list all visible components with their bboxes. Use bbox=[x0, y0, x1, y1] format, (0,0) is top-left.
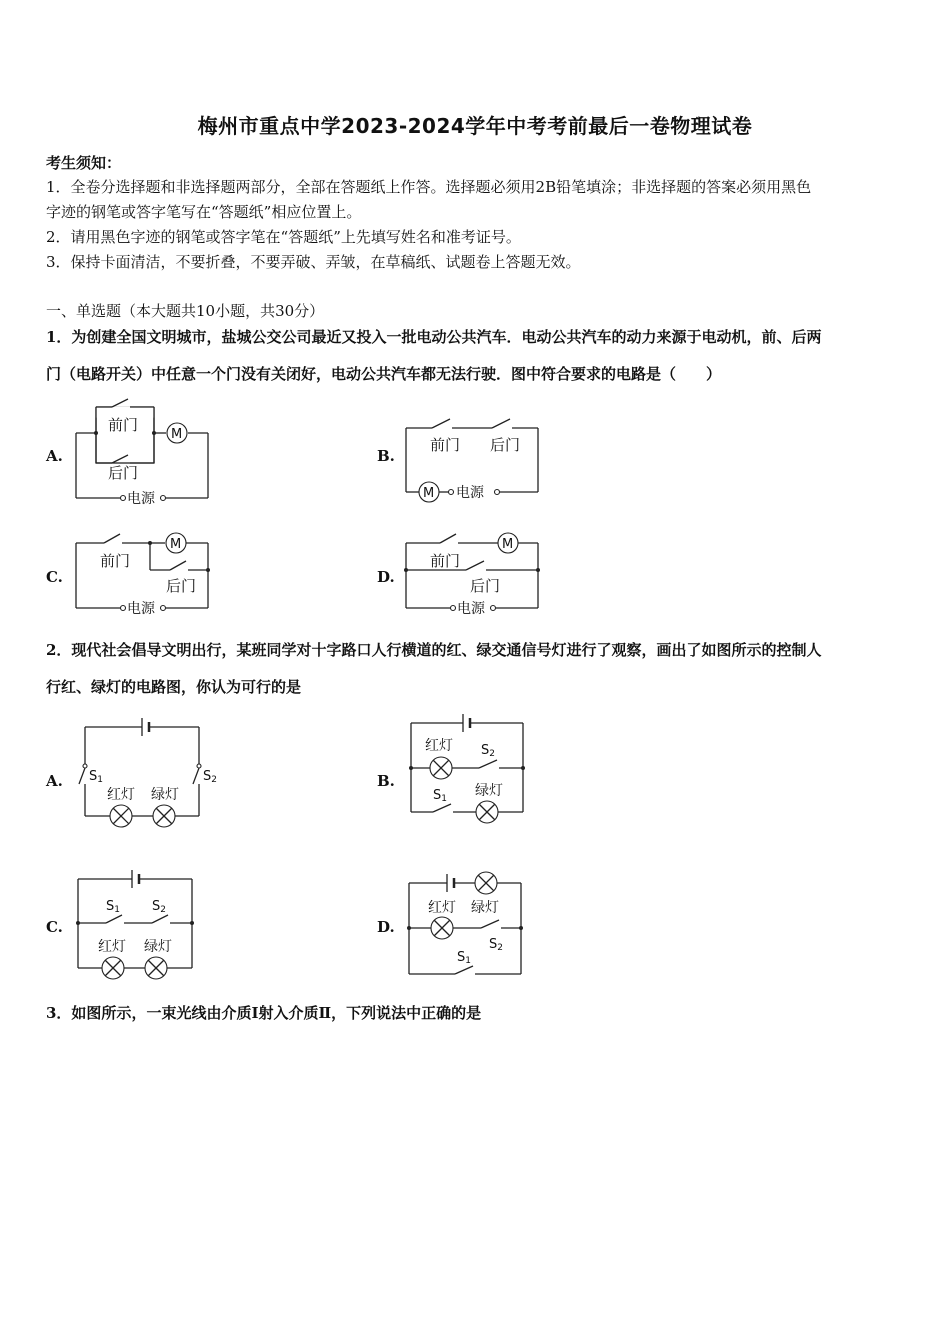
q2-circuit-d[interactable] bbox=[403, 868, 543, 988]
s2-label: S2 bbox=[152, 899, 166, 915]
red-lamp-label: 红灯 bbox=[107, 787, 135, 803]
power-terminal bbox=[121, 606, 126, 611]
notice-item-3: 3．保持卡面清洁，不要折叠，不要弄破、弄皱，在草稿纸、试题卷上答题无效。 bbox=[46, 253, 581, 271]
green-lamp-label: 绿灯 bbox=[144, 939, 172, 955]
q1-circuit-a[interactable] bbox=[70, 395, 220, 510]
notice-item-1-cont: 字迹的钢笔或答字笔写在“答题纸”相应位置上。 bbox=[46, 203, 362, 221]
power-terminal bbox=[449, 490, 454, 495]
q1-circuit-b[interactable] bbox=[400, 410, 550, 505]
red-lamp-label: 红灯 bbox=[428, 900, 456, 916]
page-title: 梅州市重点中学2023-2024学年中考考前最后一卷物理试卷 bbox=[197, 114, 753, 138]
switch-blade-front bbox=[104, 534, 120, 543]
green-lamp-label: 绿灯 bbox=[151, 787, 179, 803]
power-terminal bbox=[491, 606, 496, 611]
q2-option-d-label[interactable]: D. bbox=[377, 918, 395, 936]
green-lamp-label: 绿灯 bbox=[471, 900, 499, 916]
q1-circuit-d[interactable] bbox=[400, 528, 550, 623]
switch-blade-front bbox=[112, 399, 128, 407]
q1-text-line1: 1．为创建全国文明城市，盐城公交公司最近又投入一批电动公共汽车．电动公共汽车的动力来源于电动机，前、后两 bbox=[46, 328, 822, 346]
q2-text-line2: 行红、绿灯的电路图，你认为可行的是 bbox=[46, 678, 302, 696]
motor-label: M bbox=[423, 486, 435, 501]
q1-option-d-label[interactable]: D. bbox=[377, 568, 395, 586]
s2-label: S2 bbox=[489, 937, 503, 953]
switch-s1-blade bbox=[106, 915, 122, 923]
front-door-label: 前门 bbox=[430, 552, 461, 570]
s1-label: S1 bbox=[89, 769, 103, 785]
switch-s1-blade bbox=[79, 768, 85, 784]
switch-blade-back bbox=[170, 561, 186, 570]
q2-circuit-a[interactable] bbox=[75, 712, 225, 837]
power-label: 电源 bbox=[456, 485, 484, 501]
s2-label: S2 bbox=[203, 769, 217, 785]
section-heading: 一、单选题（本大题共10小题，共30分） bbox=[46, 302, 325, 320]
q1-text-line2: 门（电路开关）中任意一个门没有关闭好，电动公共汽车都无法行驶．图中符合要求的电路是（ ） bbox=[46, 365, 722, 383]
back-door-label: 后门 bbox=[490, 436, 521, 454]
power-label: 电源 bbox=[127, 491, 155, 507]
red-lamp-label: 红灯 bbox=[425, 738, 453, 754]
q1-option-a-label[interactable]: A. bbox=[46, 447, 63, 465]
power-terminal bbox=[451, 606, 456, 611]
power-label: 电源 bbox=[127, 601, 155, 617]
power-terminal bbox=[161, 496, 166, 501]
power-terminal bbox=[161, 606, 166, 611]
switch-blade-front bbox=[432, 419, 450, 428]
switch-blade-back bbox=[112, 455, 128, 463]
q1-option-b-label[interactable]: B. bbox=[377, 447, 395, 465]
notice-item-2: 2．请用黑色字迹的钢笔或答字笔在“答题纸”上先填写姓名和准考证号。 bbox=[46, 228, 521, 246]
switch-terminal bbox=[83, 764, 87, 768]
notice-item-1: 1．全卷分选择题和非选择题两部分，全部在答题纸上作答。选择题必须用2B铅笔填涂；非选择题的答案必须用黑色 bbox=[46, 178, 812, 196]
switch-s1-blade bbox=[433, 804, 451, 812]
switch-s1-blade bbox=[455, 966, 473, 974]
motor-label: M bbox=[171, 427, 183, 442]
q2-circuit-c[interactable] bbox=[72, 864, 212, 984]
switch-s2-blade bbox=[479, 760, 497, 768]
q2-circuit-b[interactable] bbox=[405, 708, 545, 833]
switch-s2-blade bbox=[193, 768, 199, 784]
front-door-label: 前门 bbox=[430, 436, 461, 454]
q1-option-c-label[interactable]: C. bbox=[46, 568, 63, 586]
back-door-label: 后门 bbox=[108, 464, 139, 482]
switch-blade-back bbox=[466, 561, 484, 570]
s1-label: S1 bbox=[457, 950, 471, 966]
q2-option-a-label[interactable]: A. bbox=[46, 772, 63, 790]
back-door-label: 后门 bbox=[470, 577, 501, 595]
switch-s2-blade bbox=[481, 920, 499, 928]
power-terminal bbox=[121, 496, 126, 501]
green-lamp-label: 绿灯 bbox=[475, 783, 503, 799]
q2-text-line1: 2．现代社会倡导文明出行，某班同学对十字路口人行横道的红、绿交通信号灯进行了观察，画出了如图所示的控制人 bbox=[46, 641, 822, 659]
switch-s2-blade bbox=[152, 915, 168, 923]
front-door-label: 前门 bbox=[108, 416, 139, 434]
q3-text-line1: 3．如图所示，一束光线由介质Ⅰ射入介质Ⅱ，下列说法中正确的是 bbox=[46, 1004, 482, 1022]
motor-label: M bbox=[502, 537, 514, 552]
s2-label: S2 bbox=[481, 743, 495, 759]
switch-blade-front bbox=[440, 534, 456, 543]
red-lamp-label: 红灯 bbox=[98, 939, 126, 955]
motor-label: M bbox=[170, 537, 182, 552]
power-terminal bbox=[495, 490, 500, 495]
power-label: 电源 bbox=[457, 601, 485, 617]
q2-option-c-label[interactable]: C. bbox=[46, 918, 63, 936]
s1-label: S1 bbox=[433, 788, 447, 804]
q2-option-b-label[interactable]: B. bbox=[377, 772, 395, 790]
s1-label: S1 bbox=[106, 899, 120, 915]
q1-circuit-c[interactable] bbox=[70, 528, 220, 623]
front-door-label: 前门 bbox=[100, 552, 131, 570]
back-door-label: 后门 bbox=[166, 577, 197, 595]
switch-blade-back bbox=[492, 419, 510, 428]
notice-heading: 考生须知： bbox=[46, 154, 122, 172]
switch-terminal bbox=[197, 764, 201, 768]
